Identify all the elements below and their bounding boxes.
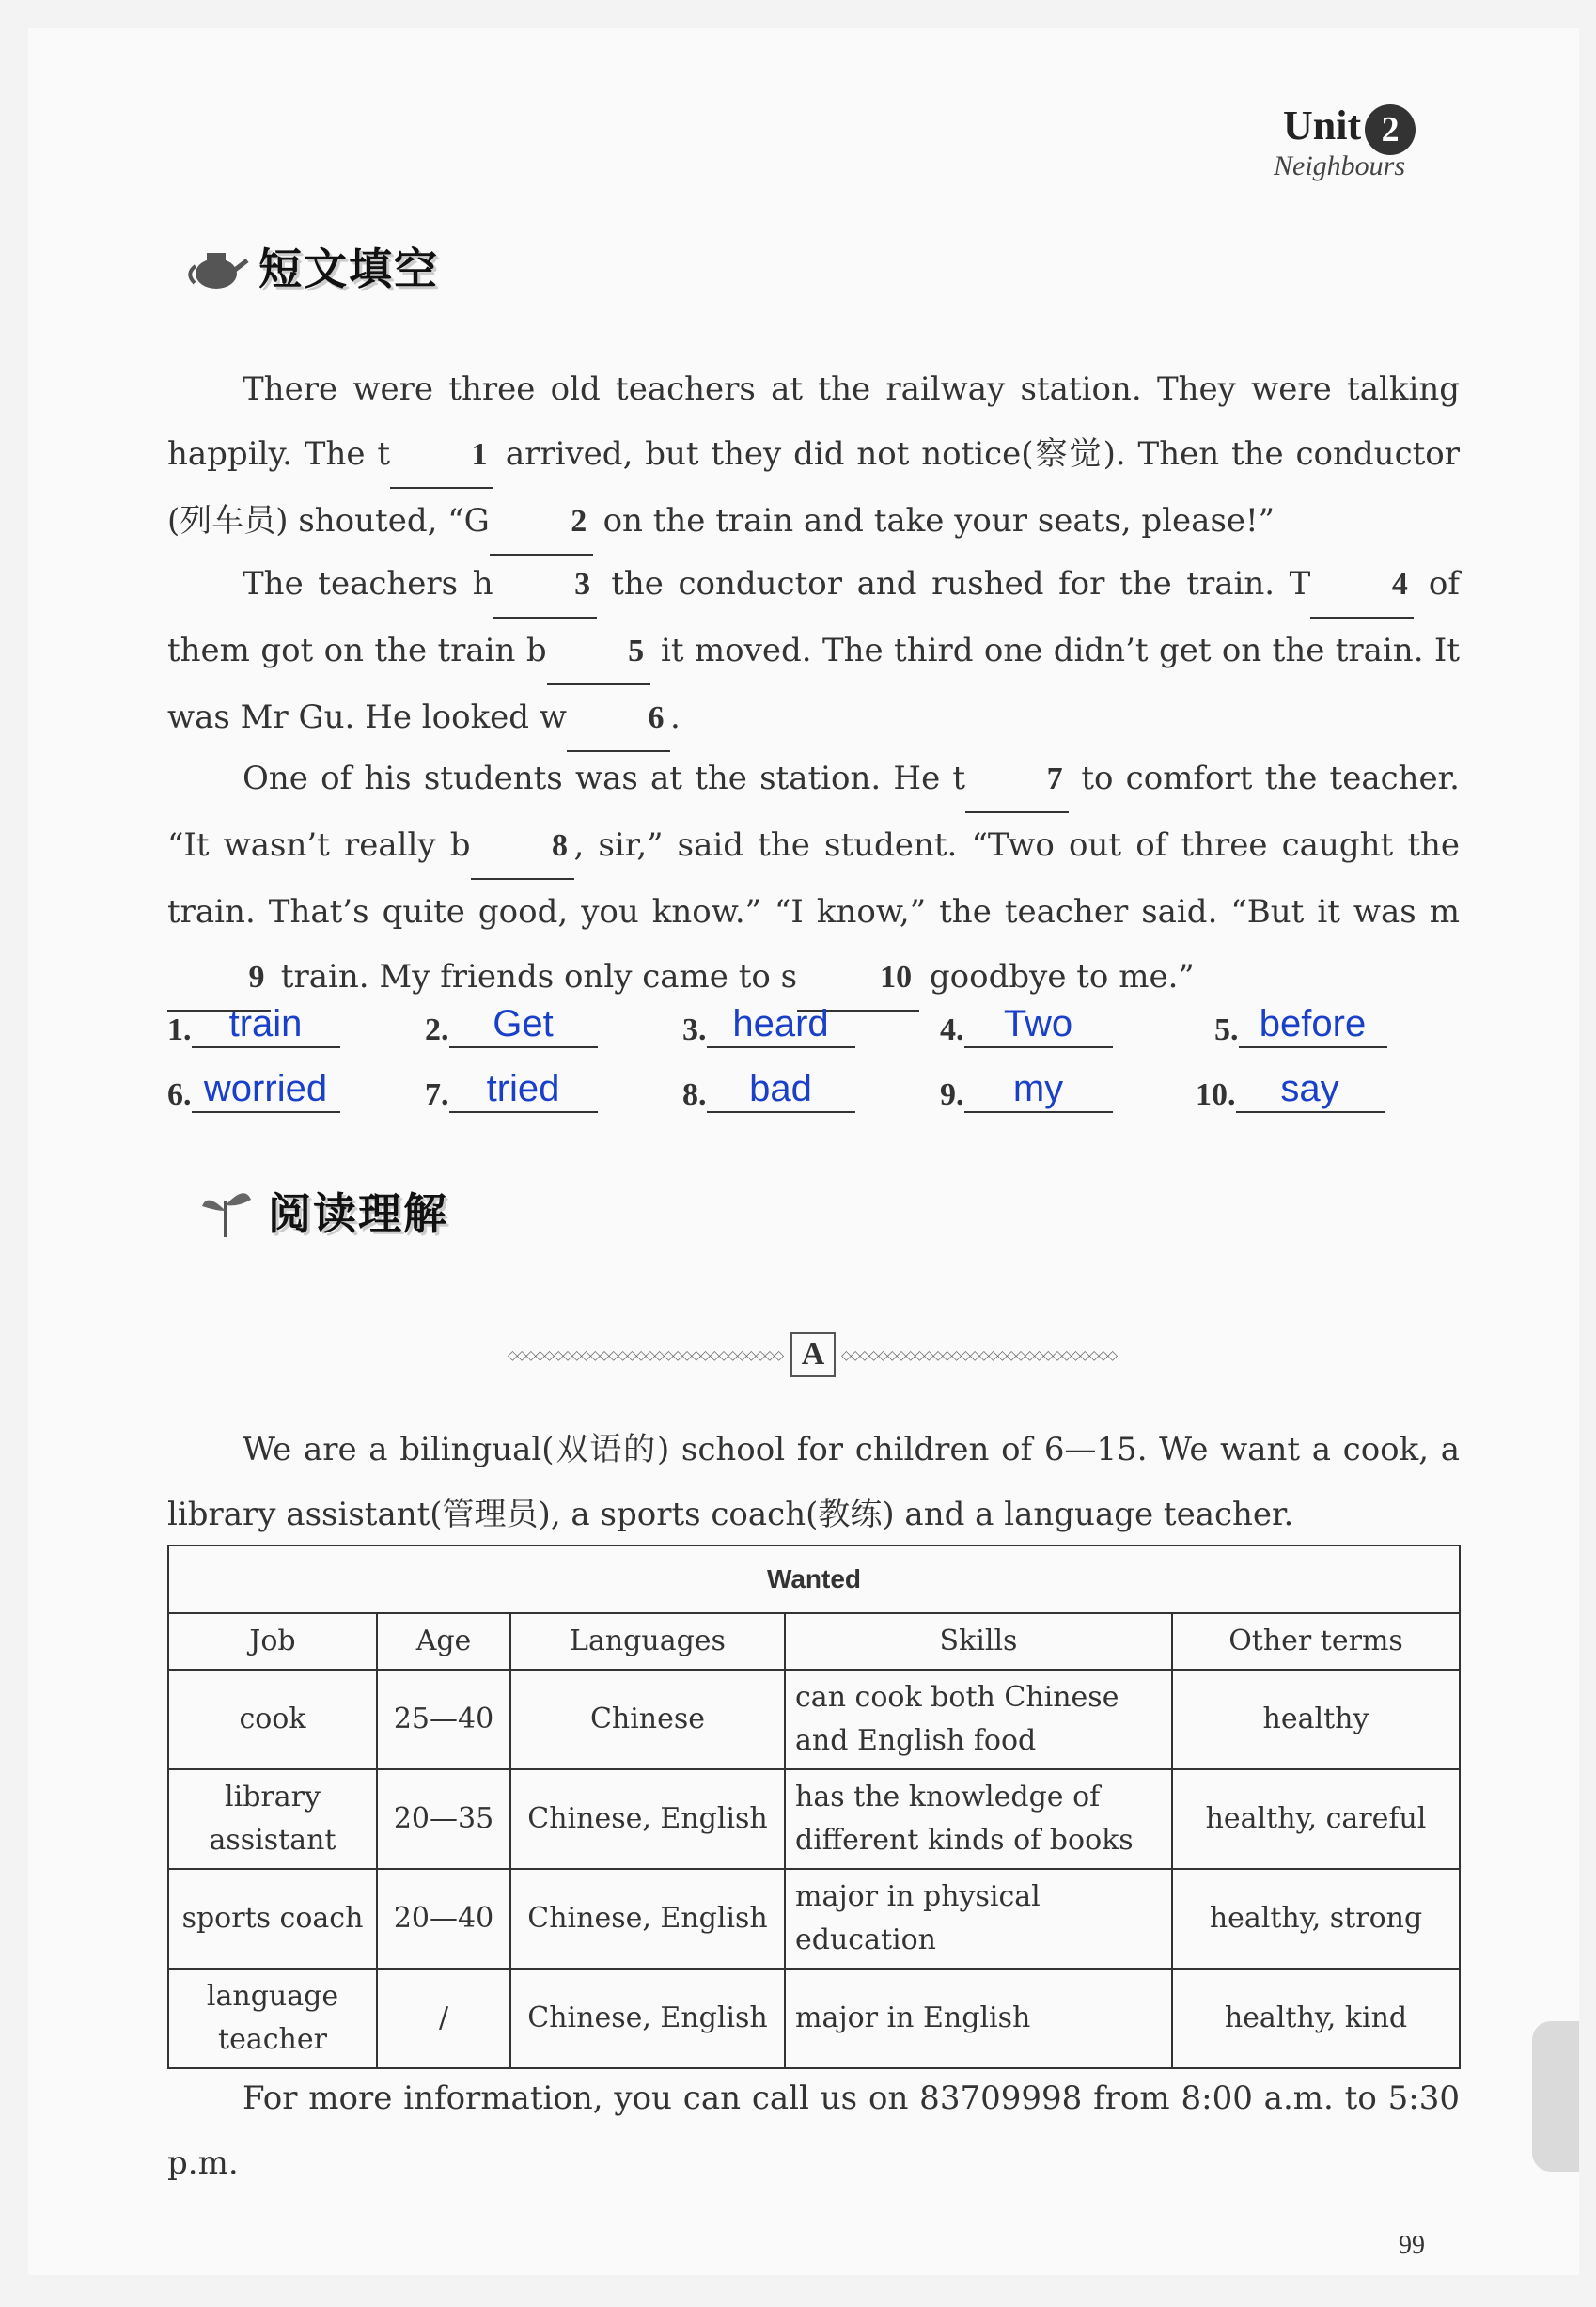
table-cell: Chinese xyxy=(510,1670,785,1769)
section-header-cloze xyxy=(183,235,439,297)
unit-number-badge: 2 xyxy=(1365,104,1416,155)
table-caption: Wanted xyxy=(168,1546,1460,1613)
table-cell: cook xyxy=(168,1670,377,1769)
col-header: Other terms xyxy=(1172,1613,1460,1670)
answer-3[interactable]: 3. heard xyxy=(682,1001,855,1048)
table-row xyxy=(168,1869,1460,1969)
table-cell: healthy, kind xyxy=(1172,1969,1460,2068)
divider-right: ◇◇◇◇◇◇◇◇◇◇◇◇◇◇◇◇◇◇◇◇◇◇◇◇◇◇◇◇◇◇ xyxy=(841,1348,1117,1361)
answer-9[interactable]: 9. my xyxy=(940,1066,1113,1113)
answer-4[interactable]: 4. Two xyxy=(940,1001,1113,1048)
answer-1[interactable]: 1. train xyxy=(167,1001,340,1048)
table-cell: 20—40 xyxy=(377,1869,510,1969)
table-cell: Chinese, English xyxy=(510,1769,785,1869)
answer-8[interactable]: 8. bad xyxy=(682,1066,855,1113)
table-cell: 20—35 xyxy=(377,1769,510,1869)
divider-left: ◇◇◇◇◇◇◇◇◇◇◇◇◇◇◇◇◇◇◇◇◇◇◇◇◇◇◇◇◇◇ xyxy=(508,1348,783,1361)
table-row xyxy=(168,1769,1460,1869)
table-cell: major in physical education xyxy=(785,1869,1172,1969)
table-cell: Chinese, English xyxy=(510,1869,785,1969)
col-header: Languages xyxy=(510,1613,785,1670)
answer-7[interactable]: 7. tried xyxy=(425,1066,598,1113)
section-header-reading xyxy=(193,1180,448,1242)
passage-label: A xyxy=(790,1332,836,1377)
table-cell: 25—40 xyxy=(377,1670,510,1769)
table-header-row xyxy=(168,1613,1460,1670)
table-cell: healthy xyxy=(1172,1670,1460,1769)
unit-title: Neighbours xyxy=(1274,150,1406,181)
teapot-icon xyxy=(183,238,249,294)
table-cell: healthy, careful xyxy=(1172,1769,1460,1869)
section-title-reading: 阅读理解 xyxy=(268,1188,448,1239)
reading-intro: We are a bilingual(双语的) school for children of 6—15. We want a cook, a library assistant(管理员), a sports coach(教练) and a language teacher. xyxy=(167,1431,1460,1533)
reading-footer: For more information, you can call us on 83709998 from 8:00 a.m. to 5:30 p.m. xyxy=(167,2079,1460,2182)
page-number: 99 xyxy=(1399,2231,1425,2260)
plant-icon xyxy=(193,1183,258,1239)
cloze-paragraph-1: There were three old teachers at the railway station. They were talking happily. The t 1 arrived, but they did not notice(察觉). Then the conductor (列车员) shouted, “G 2 on the train and take your seats, please!” xyxy=(167,357,1460,556)
table-cell: can cook both Chinese and English food xyxy=(785,1670,1172,1769)
answer-2[interactable]: 2. Get xyxy=(425,1001,598,1048)
unit-word: Unit xyxy=(1283,102,1362,149)
cloze-paragraph-2: The teachers h 3 the conductor and rushed for the train. T 4 of them got on the train b 5 it moved. The third one didn’t get on the train. It was Mr Gu. He looked w 6 . xyxy=(167,552,1460,752)
table-row xyxy=(168,1670,1460,1769)
section-title-cloze: 短文填空 xyxy=(258,243,439,294)
unit-label xyxy=(1283,102,1416,155)
table-cell: healthy, strong xyxy=(1172,1869,1460,1969)
table-cell: has the knowledge of different kinds of books xyxy=(785,1769,1172,1869)
table-cell: / xyxy=(377,1969,510,2068)
answer-5[interactable]: 5. before xyxy=(1214,1001,1387,1048)
answer-6[interactable]: 6. worried xyxy=(167,1066,340,1113)
table-cell: language teacher xyxy=(168,1969,377,2068)
table-cell: Chinese, English xyxy=(510,1969,785,2068)
passage-divider xyxy=(508,1331,1119,1378)
table-cell: major in English xyxy=(785,1969,1172,2068)
col-header: Skills xyxy=(785,1613,1172,1670)
table-cell: sports coach xyxy=(168,1869,377,1969)
side-decoration xyxy=(1532,2021,1579,2172)
table-row xyxy=(168,1969,1460,2068)
col-header: Job xyxy=(168,1613,377,1670)
cloze-paragraph-3: One of his students was at the station. He t 7 to comfort the teacher. “It wasn’t really b 8 , sir,” said the student. “Two out of three caught the train. That’s quite good, you know.” “I know,” the teacher said. “But it was m9 train. My friends only came to s 10 goodbye to me.” xyxy=(167,746,1460,1012)
table-cell: library assistant xyxy=(168,1769,377,1869)
wanted-table xyxy=(167,1545,1461,2069)
col-header: Age xyxy=(377,1613,510,1670)
answer-10[interactable]: 10. say xyxy=(1196,1066,1385,1113)
